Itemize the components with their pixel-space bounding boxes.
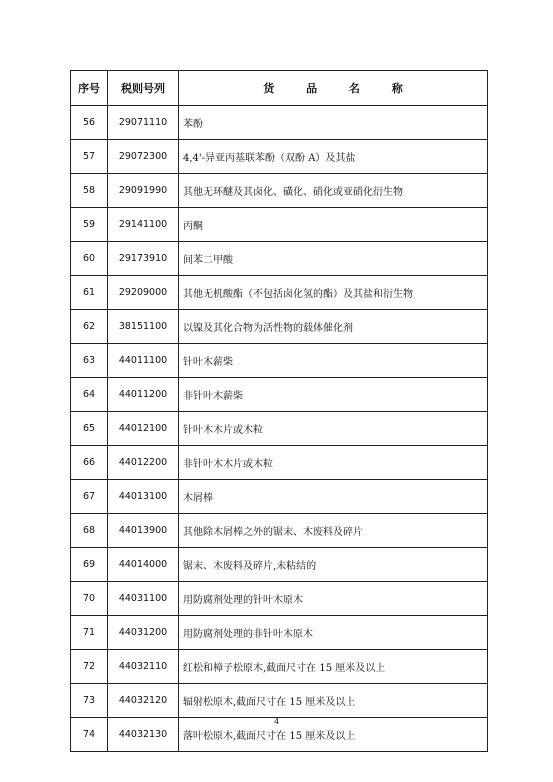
cell-code: 29071110 xyxy=(108,106,179,140)
cell-code: 29173910 xyxy=(108,242,179,276)
cell-seq: 73 xyxy=(71,684,108,718)
table-row xyxy=(71,344,488,378)
table-row xyxy=(71,242,488,276)
cell-name: 间苯二甲酸 xyxy=(179,242,488,276)
cell-seq: 72 xyxy=(71,650,108,684)
cell-name: 锯末、木废料及碎片,未粘结的 xyxy=(179,548,488,582)
table-row xyxy=(71,412,488,446)
cell-name: 4,4'-异亚丙基联苯酚（双酚 A）及其盐 xyxy=(179,140,488,174)
table-row xyxy=(71,106,488,140)
cell-code: 44032130 xyxy=(108,718,179,752)
cell-seq: 67 xyxy=(71,480,108,514)
cell-name: 红松和樟子松原木,截面尺寸在 15 厘米及以上 xyxy=(179,650,488,684)
cell-seq: 56 xyxy=(71,106,108,140)
cell-code: 44014000 xyxy=(108,548,179,582)
cell-seq: 62 xyxy=(71,310,108,344)
cell-seq: 57 xyxy=(71,140,108,174)
cell-name: 用防腐剂处理的针叶木原木 xyxy=(179,582,488,616)
cell-code: 44013900 xyxy=(108,514,179,548)
cell-code: 44012200 xyxy=(108,446,179,480)
header-code: 税则号列 xyxy=(108,71,179,106)
table-row xyxy=(71,650,488,684)
cell-seq: 70 xyxy=(71,582,108,616)
cell-code: 29091990 xyxy=(108,174,179,208)
cell-seq: 58 xyxy=(71,174,108,208)
cell-seq: 64 xyxy=(71,378,108,412)
cell-seq: 66 xyxy=(71,446,108,480)
cell-name: 以镍及其化合物为活性物的载体催化剂 xyxy=(179,310,488,344)
header-seq: 序号 xyxy=(71,71,108,106)
goods-table xyxy=(70,70,488,752)
table-row xyxy=(71,140,488,174)
cell-code: 44031100 xyxy=(108,582,179,616)
table-row xyxy=(71,480,488,514)
cell-name: 针叶木薪柴 xyxy=(179,344,488,378)
cell-code: 44011200 xyxy=(108,378,179,412)
cell-name: 其他除木屑棒之外的锯末、木废料及碎片 xyxy=(179,514,488,548)
cell-seq: 61 xyxy=(71,276,108,310)
table-row xyxy=(71,378,488,412)
cell-name: 用防腐剂处理的非针叶木原木 xyxy=(179,616,488,650)
table-body xyxy=(71,106,488,752)
page-number: 4 xyxy=(273,717,280,726)
cell-name: 其他无机酸酯（不包括卤化氢的酯）及其盐和衍生物 xyxy=(179,276,488,310)
cell-code: 44032120 xyxy=(108,684,179,718)
table-row xyxy=(71,548,488,582)
cell-seq: 59 xyxy=(71,208,108,242)
table-row xyxy=(71,174,488,208)
cell-name: 木屑棒 xyxy=(179,480,488,514)
cell-name: 非针叶木薪柴 xyxy=(179,378,488,412)
table-row xyxy=(71,446,488,480)
cell-code: 44032110 xyxy=(108,650,179,684)
header-name: 货 品 名 称 xyxy=(179,71,488,106)
table-row xyxy=(71,276,488,310)
cell-name: 其他无环醚及其卤化、磺化、硝化或亚硝化衍生物 xyxy=(179,174,488,208)
cell-name: 非针叶木木片或木粒 xyxy=(179,446,488,480)
table-row xyxy=(71,208,488,242)
cell-name: 丙酮 xyxy=(179,208,488,242)
cell-seq: 74 xyxy=(71,718,108,752)
cell-code: 44011100 xyxy=(108,344,179,378)
table-row xyxy=(71,616,488,650)
cell-name: 落叶松原木,截面尺寸在 15 厘米及以上 xyxy=(179,718,488,752)
cell-seq: 71 xyxy=(71,616,108,650)
cell-code: 29072300 xyxy=(108,140,179,174)
cell-code: 29141100 xyxy=(108,208,179,242)
table-row xyxy=(71,684,488,718)
cell-code: 29209000 xyxy=(108,276,179,310)
cell-seq: 65 xyxy=(71,412,108,446)
cell-code: 44012100 xyxy=(108,412,179,446)
cell-name: 辐射松原木,截面尺寸在 15 厘米及以上 xyxy=(179,684,488,718)
cell-seq: 63 xyxy=(71,344,108,378)
cell-code: 44013100 xyxy=(108,480,179,514)
cell-code: 44031200 xyxy=(108,616,179,650)
table-header-row xyxy=(71,71,488,106)
cell-seq: 69 xyxy=(71,548,108,582)
table-row xyxy=(71,514,488,548)
table-row xyxy=(71,310,488,344)
cell-seq: 68 xyxy=(71,514,108,548)
cell-name: 苯酚 xyxy=(179,106,488,140)
cell-seq: 60 xyxy=(71,242,108,276)
table-row xyxy=(71,582,488,616)
cell-name: 针叶木木片或木粒 xyxy=(179,412,488,446)
cell-code: 38151100 xyxy=(108,310,179,344)
